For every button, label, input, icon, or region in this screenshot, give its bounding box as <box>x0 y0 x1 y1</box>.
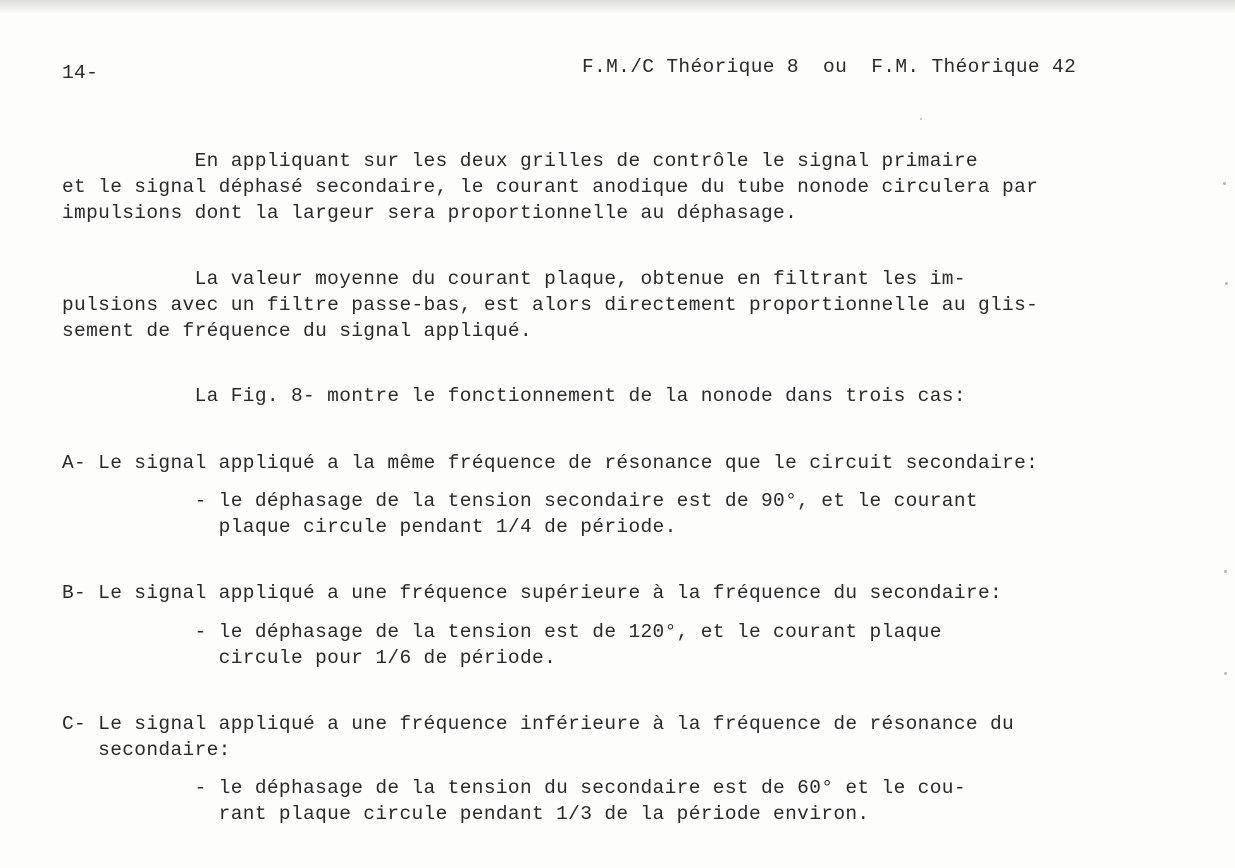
paragraph-3: La Fig. 8- montre le fonctionnement de la nonode dans trois cas: <box>62 385 966 407</box>
scan-speck <box>1225 282 1228 285</box>
paragraph-1-line-1: En appliquant sur les deux grilles de contrôle le signal primaire <box>62 150 978 172</box>
scan-speck <box>1224 672 1227 675</box>
case-b-detail-line-1: - le déphasage de la tension est de 120°, et le courant plaque <box>62 621 942 643</box>
case-c-detail-line-2: rant plaque circule pendant 1/3 de la période environ. <box>62 803 870 825</box>
scan-speck <box>1224 570 1227 573</box>
scan-speck <box>1223 182 1226 185</box>
case-b-heading: B- Le signal appliqué a une fréquence supérieure à la fréquence du secondaire: <box>62 582 1003 604</box>
paragraph-2-line-1: La valeur moyenne du courant plaque, obtenue en filtrant les im- <box>62 268 966 290</box>
paragraph-1-line-3: impulsions dont la largeur sera proportionnelle au déphasage. <box>62 202 798 224</box>
paragraph-2-line-3: sement de fréquence du signal appliqué. <box>62 320 533 342</box>
scan-speck <box>920 118 922 120</box>
case-b-detail-line-2: circule pour 1/6 de période. <box>62 647 557 669</box>
page-number: 14- <box>62 62 99 84</box>
case-c-detail-line-1: - le déphasage de la tension du secondaire est de 60° et le cou- <box>62 777 966 799</box>
case-c-heading-line-2: secondaire: <box>62 739 231 761</box>
scan-shadow-edge <box>0 0 1235 14</box>
case-a-heading: A- Le signal appliqué a la même fréquence de résonance que le circuit secondaire: <box>62 452 1039 474</box>
case-c-heading-line-1: C- Le signal appliqué a une fréquence inférieure à la fréquence de résonance du <box>62 713 1015 735</box>
page-header-title: F.M./C Théorique 8 ou F.M. Théorique 42 <box>582 56 1077 78</box>
case-a-detail-line-2: plaque circule pendant 1/4 de période. <box>62 516 677 538</box>
paragraph-1-line-2: et le signal déphasé secondaire, le courant anodique du tube nonode circulera par <box>62 176 1039 198</box>
paragraph-2-line-2: pulsions avec un filtre passe-bas, est alors directement proportionnelle au glis- <box>62 294 1039 316</box>
case-a-detail-line-1: - le déphasage de la tension secondaire est de 90°, et le courant <box>62 490 978 512</box>
